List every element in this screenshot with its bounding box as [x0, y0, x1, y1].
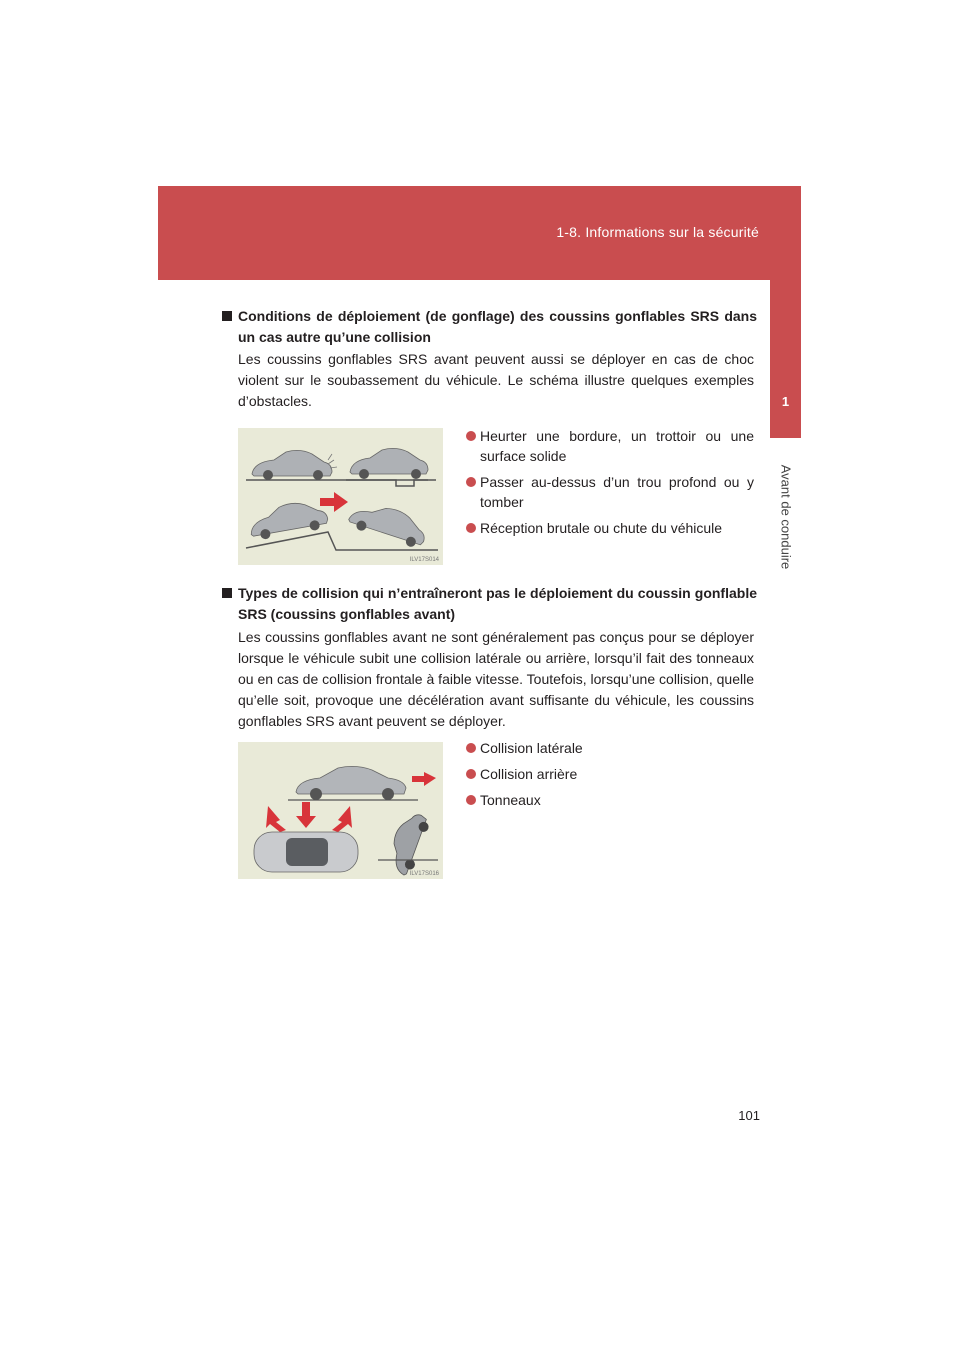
round-bullet-icon	[466, 769, 476, 779]
underbody-impact-diagram	[238, 428, 443, 565]
car-rollover-icon	[384, 809, 432, 877]
section-paragraph-non-deployment: Les coussins gonflables avant ne sont généralement pas conçus pour se déployer lorsque le véhicule subit une collision latérale ou arrière, lorsqu’il fait des tonneaux ou en cas de collision frontale à faible vitesse. Toutefois, lorsqu’une collision, quelle qu’elle soit, provoque une décélération avant suffisante du véhicule, les coussins gonflables SRS avant peuvent se déployer.	[238, 629, 754, 729]
page-number: 101	[738, 1108, 760, 1123]
section-heading-non-deployment: Types de collision qui n’entraîneront pas le déploiement du coussin gonflable SRS (coussins gonflables avant)	[222, 583, 757, 625]
square-bullet-icon	[222, 311, 232, 321]
round-bullet-icon	[466, 795, 476, 805]
list-item: Tonneaux	[466, 790, 754, 810]
red-arrow-icon	[266, 806, 286, 832]
list-item: Réception brutale ou chute du véhicule	[466, 518, 754, 538]
illustration-underbody-impacts	[238, 428, 443, 565]
collision-types-diagram	[238, 742, 443, 879]
round-bullet-icon	[466, 477, 476, 487]
red-arrow-icon	[320, 492, 348, 512]
red-arrow-icon	[296, 802, 316, 828]
section-title: 1-8. Informations sur la sécurité	[556, 224, 759, 240]
round-bullet-icon	[466, 431, 476, 441]
chapter-label-container	[772, 452, 800, 582]
bullet-list-collision-types	[466, 738, 754, 816]
chapter-label: Avant de conduire	[778, 464, 794, 570]
illustration-code: ILV17S016	[409, 871, 439, 877]
section-paragraph-deployment-conditions: Les coussins gonflables SRS avant peuvent aussi se déployer en cas de choc violent sur le soubassement du véhicule. Le schéma illustre quelques exemples d’obstacles.	[238, 351, 754, 409]
bullet-list-deployment-conditions	[466, 426, 754, 544]
car-top-view-icon	[254, 832, 358, 872]
square-bullet-icon	[222, 588, 232, 598]
chapter-number: 1	[781, 394, 790, 409]
car-landing-icon	[347, 497, 431, 550]
car-side-view-icon	[288, 766, 418, 800]
list-item: Collision arrière	[466, 764, 754, 784]
illustration-code: ILV17S014	[409, 557, 439, 563]
round-bullet-icon	[466, 523, 476, 533]
list-item: Heurter une bordure, un trottoir ou une surface solide	[466, 426, 754, 466]
illustration-collision-types	[238, 742, 443, 879]
car-over-hole-icon	[350, 448, 428, 479]
section-heading-deployment-conditions: Conditions de déploiement (de gonflage) des coussins gonflables SRS dans un cas autre qu’une collision	[222, 306, 757, 348]
list-item: Passer au-dessus d’un trou profond ou y tomber	[466, 472, 754, 512]
round-bullet-icon	[466, 743, 476, 753]
red-arrow-icon	[412, 772, 436, 786]
car-hitting-curb-icon	[252, 450, 337, 480]
header-band	[158, 186, 801, 280]
list-item: Collision latérale	[466, 738, 754, 758]
chapter-tab	[770, 186, 801, 438]
red-arrow-icon	[332, 806, 352, 832]
